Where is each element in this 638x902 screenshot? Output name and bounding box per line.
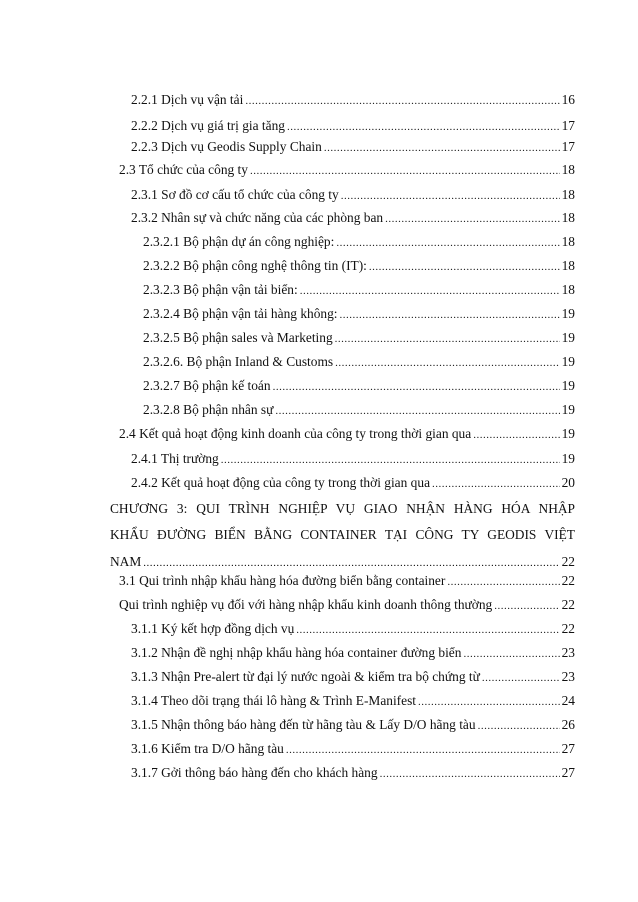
toc-entry-3-1-6 [131, 740, 575, 759]
chapter-title-line-2: KHẨU ĐƯỜNG BIỂN BẰNG CONTAINER TẠI CÔNG TY GEODIS VIỆT [110, 527, 575, 543]
toc-entry-3-1-5 [131, 716, 575, 735]
chapter-title-line-3: NAM [110, 553, 142, 569]
toc-leader [335, 330, 560, 348]
toc-leader [341, 187, 560, 205]
toc-entry-2-3 [119, 161, 575, 180]
toc-leader [250, 162, 560, 180]
toc-entry-label: 2.3.2.3 Bộ phận vận tải biển: [143, 282, 298, 297]
toc-page-number: 19 [561, 330, 575, 345]
toc-entry-2-2-3 [131, 138, 575, 157]
toc-page-number: 20 [561, 475, 575, 490]
toc-entry-label: 3.1.3 Nhận Pre-alert từ đại lý nước ngoài & kiểm tra bộ chứng từ [131, 669, 480, 684]
toc-page-number: 23 [561, 645, 575, 660]
toc-entry-3-1-2 [131, 644, 575, 663]
toc-entry-label: 2.4.1 Thị trường [131, 451, 219, 466]
toc-page-number: 27 [561, 765, 575, 780]
chapter-title-line-1: CHƯƠNG 3: QUI TRÌNH NGHIỆP VỤ GIAO NHẬN HÀNG HÓA NHẬP [110, 501, 575, 516]
toc-leader [335, 354, 560, 372]
toc-page-number: 19 [561, 451, 575, 466]
toc-entry-3-1-3 [131, 668, 575, 687]
toc-entry-label: 3.1.6 Kiểm tra D/O hãng tàu [131, 741, 284, 756]
toc-page-number: 17 [561, 139, 575, 154]
toc-entry-label: 2.3.2 Nhân sự và chức năng của các phòng ban [131, 210, 384, 225]
toc-leader [245, 92, 559, 110]
toc-entry-qui-trinh [119, 596, 575, 615]
toc-page-number: 27 [561, 741, 575, 756]
toc-page-number: 22 [561, 553, 575, 569]
toc-page-number: 19 [561, 378, 575, 393]
toc-page-number: 22 [561, 621, 575, 636]
toc-entry-2-3-2-4 [143, 305, 575, 324]
toc-leader [340, 306, 560, 324]
toc-page-number: 18 [561, 162, 575, 177]
toc-entry-label: 2.4 Kết quả hoạt động kinh doanh của công ty trong thời gian qua [119, 426, 472, 441]
toc-page-number: 16 [561, 92, 575, 107]
toc-entry-label: 2.3.2.2 Bộ phận công nghệ thông tin (IT): [143, 258, 367, 273]
toc-entry-2-3-2-3 [143, 281, 575, 300]
toc-page-number: 18 [561, 210, 575, 225]
toc-leader [324, 139, 560, 157]
toc-entry-label: 3.1.4 Theo dõi trạng thái lô hàng & Trình E-Manifest [131, 693, 417, 708]
toc-leader [336, 234, 559, 252]
toc-entry-label: 2.3.2.1 Bộ phận dự án công nghiệp: [143, 234, 335, 249]
toc-page-number: 26 [561, 717, 575, 732]
toc-leader [432, 475, 560, 493]
toc-entry-2-2-1 [131, 91, 575, 110]
toc-page-number: 22 [561, 597, 575, 612]
toc-leader [221, 451, 560, 469]
toc-entry-2-4-1 [131, 450, 575, 469]
toc-leader [380, 765, 560, 783]
toc-entry-2-3-2-8 [143, 401, 575, 420]
toc-leader [275, 402, 559, 420]
toc-entry-label: 2.2.1 Dịch vụ vận tải [131, 92, 244, 107]
toc-entry-2-2-2 [131, 117, 575, 136]
toc-leader [287, 118, 560, 136]
toc-page-number: 18 [561, 258, 575, 273]
toc-entry-2-4 [119, 425, 575, 444]
toc-entry-label: 3.1.7 Gởi thông báo hàng đến cho khách hàng [131, 765, 378, 780]
toc-entry-2-4-2 [131, 474, 575, 493]
toc-entry-label: 3.1.5 Nhận thông báo hàng đến từ hãng tàu & Lấy D/O hãng tàu [131, 717, 476, 732]
toc-entry-label: 3.1 Qui trình nhập khẩu hàng hóa đường biển bằng container [119, 573, 446, 588]
toc-leader [473, 426, 559, 444]
toc-entry-label: 2.3 Tổ chức của công ty [119, 162, 248, 177]
toc-entry-2-3-2-1 [143, 233, 575, 252]
toc-entry-label: 3.1.1 Ký kết hợp đồng dịch vụ [131, 621, 295, 636]
toc-entry-label: 2.3.2.5 Bộ phận sales và Marketing [143, 330, 333, 345]
toc-page-number: 19 [561, 402, 575, 417]
toc-entry-3-1 [119, 572, 575, 591]
toc-page-number: 19 [561, 426, 575, 441]
toc-entry-label: 2.4.2 Kết quả hoạt động của công ty trong thời gian qua [131, 475, 431, 490]
toc-entry-3-1-7 [131, 764, 575, 783]
toc-page-number: 24 [561, 693, 575, 708]
toc-leader [296, 621, 559, 639]
toc-leader [385, 210, 559, 228]
toc-leader [494, 597, 559, 615]
toc-leader [447, 573, 559, 591]
toc-entry-label: 2.3.2.6. Bộ phận Inland & Customs [143, 354, 334, 369]
toc-entry-2-3-2-7 [143, 377, 575, 396]
toc-page-number: 18 [561, 234, 575, 249]
toc-leader [286, 741, 560, 759]
toc-entry-3-1-4 [131, 692, 575, 711]
toc-entry-label: 2.2.3 Dịch vụ Geodis Supply Chain [131, 139, 322, 154]
toc-page-number: 17 [561, 118, 575, 133]
toc-page-number: 18 [561, 282, 575, 297]
toc-leader [478, 717, 560, 735]
toc-entry-label: 3.1.2 Nhận đề nghị nhập khẩu hàng hóa container đường biển [131, 645, 462, 660]
toc-page-number: 22 [561, 573, 575, 588]
toc-page-number: 19 [561, 354, 575, 369]
toc-entry-2-3-1 [131, 186, 575, 205]
toc-chapter-3 [110, 496, 575, 576]
toc-entry-label: 2.3.1 Sơ đồ cơ cấu tổ chức của công ty [131, 187, 339, 202]
toc-entry-label: 2.3.2.7 Bộ phận kế toán [143, 378, 271, 393]
toc-entry-label: 2.3.2.4 Bộ phận vận tải hàng không: [143, 306, 338, 321]
toc-entry-label: 2.2.2 Dịch vụ giá trị gia tăng [131, 118, 285, 133]
toc-leader [300, 282, 560, 300]
toc-page-number: 23 [561, 669, 575, 684]
toc-entry-label: Qui trình nghiệp vụ đối với hàng nhập khẩu kinh doanh thông thường [119, 597, 493, 612]
toc-leader [463, 645, 559, 663]
toc-leader [273, 378, 560, 396]
toc-leader [369, 258, 560, 276]
toc-entry-2-3-2 [131, 209, 575, 228]
toc-leader [418, 693, 560, 711]
toc-leader [482, 669, 560, 687]
toc-page-number: 18 [561, 187, 575, 202]
toc-entry-2-3-2-6 [143, 353, 575, 372]
toc-entry-3-1-1 [131, 620, 575, 639]
toc-entry-2-3-2-2 [143, 257, 575, 276]
toc-page-number: 19 [561, 306, 575, 321]
toc-entry-label: 2.3.2.8 Bộ phận nhân sự [143, 402, 274, 417]
toc-entry-2-3-2-5 [143, 329, 575, 348]
